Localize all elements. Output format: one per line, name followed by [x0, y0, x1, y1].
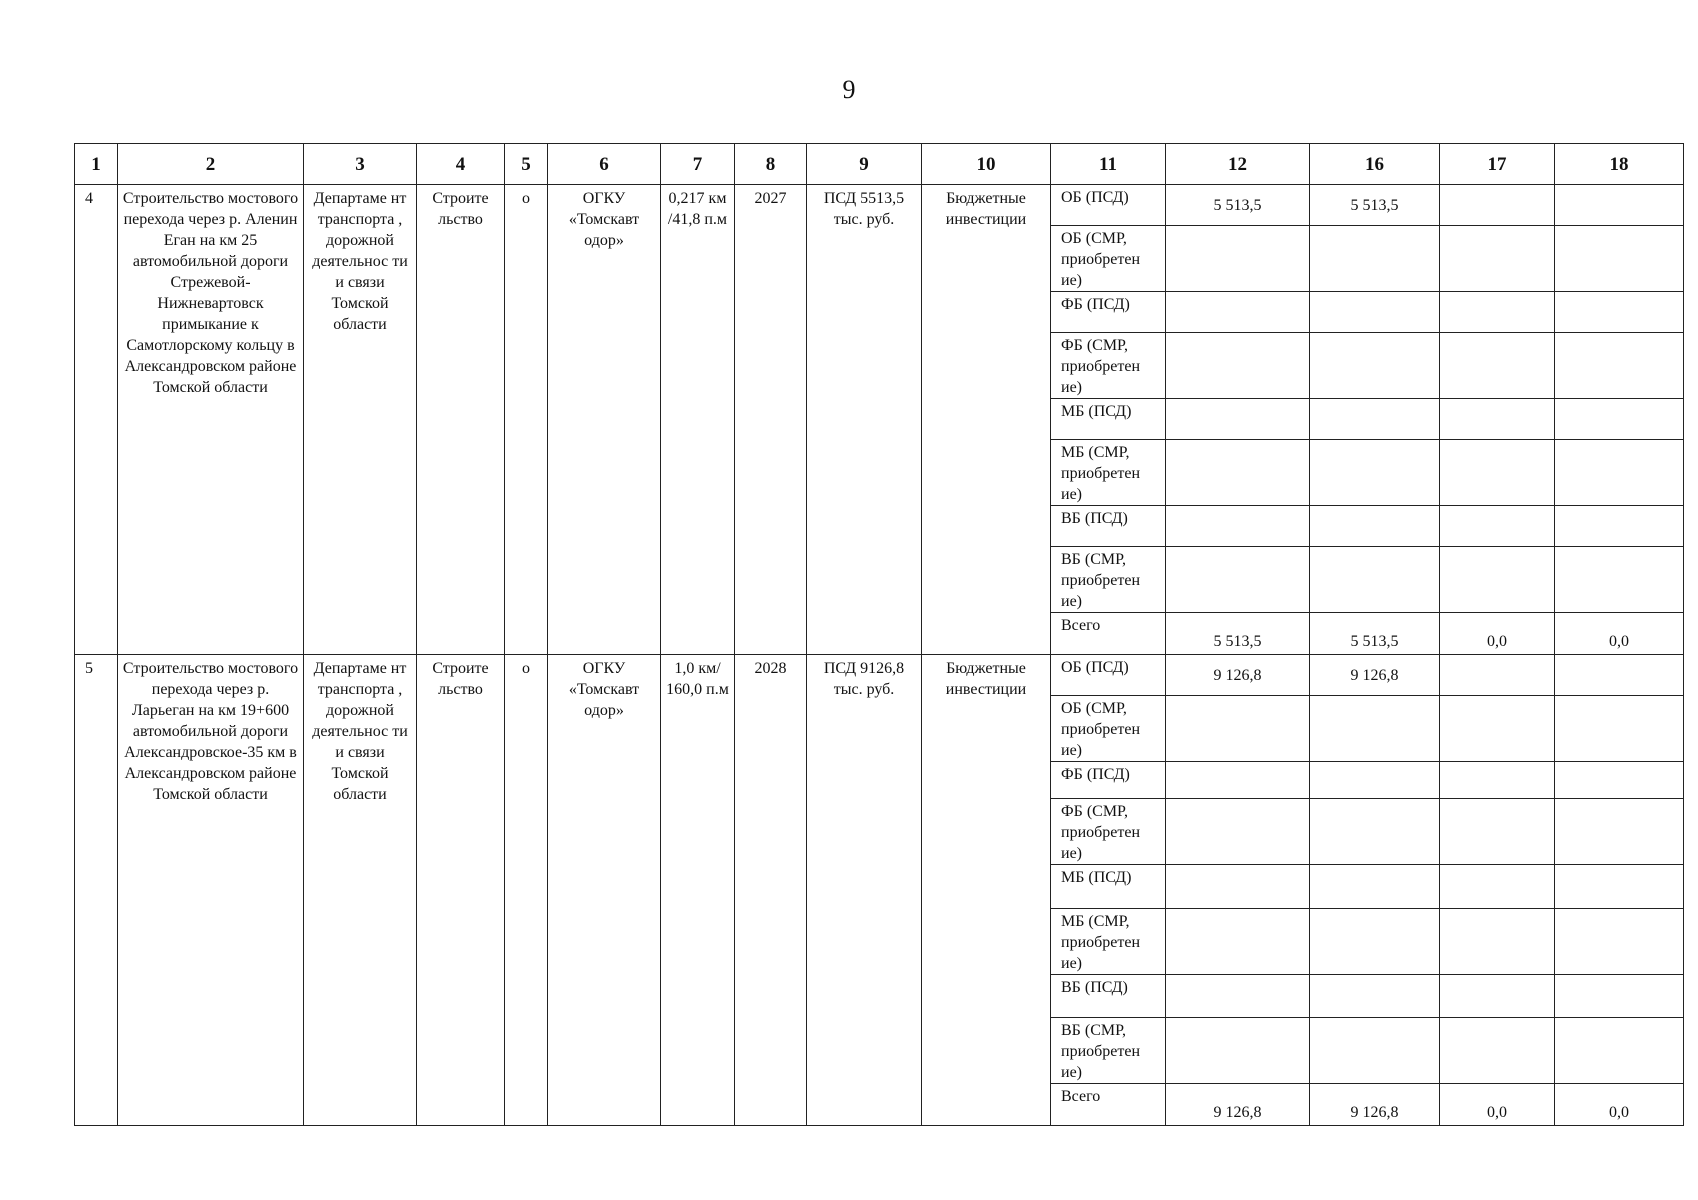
investment-table [74, 143, 1684, 1126]
value-cell [1166, 975, 1310, 1018]
value-cell [1555, 865, 1684, 909]
value-cell [1555, 696, 1684, 762]
value-cell [1166, 506, 1310, 547]
department: Департаме нт транспорта , дорожной деятельнос ти и связи Томской области [304, 655, 417, 1126]
value-cell [1555, 399, 1684, 440]
value-cell [1310, 1018, 1440, 1084]
total-value-cell: 5 513,5 [1310, 613, 1440, 655]
header-cell: 5 [505, 144, 548, 185]
header-cell: 1 [75, 144, 118, 185]
value-cell [1166, 226, 1310, 292]
header-cell: 16 [1310, 144, 1440, 185]
funding-label: ОБ (СМР, приобретен ие) [1051, 696, 1166, 762]
row-index: 4 [75, 185, 118, 655]
funding-label: МБ (СМР, приобретен ие) [1051, 909, 1166, 975]
value-cell [1166, 865, 1310, 909]
funding-label: ВБ (ПСД) [1051, 975, 1166, 1018]
header-row [75, 144, 1684, 185]
value-cell [1166, 440, 1310, 506]
header-cell: 9 [807, 144, 922, 185]
funding-label: ОБ (СМР, приобретен ие) [1051, 226, 1166, 292]
page-number: 9 [842, 75, 856, 104]
value-cell [1555, 975, 1684, 1018]
table-row [75, 185, 1684, 226]
header-cell: 12 [1166, 144, 1310, 185]
funding-label-total: Всего [1051, 613, 1166, 655]
value-cell [1440, 696, 1555, 762]
value-cell [1555, 333, 1684, 399]
value-cell [1440, 975, 1555, 1018]
value-cell [1555, 1018, 1684, 1084]
value-cell [1166, 696, 1310, 762]
header-cell: 2 [118, 144, 304, 185]
header-cell: 3 [304, 144, 417, 185]
value-cell [1310, 226, 1440, 292]
value-cell [1440, 655, 1555, 696]
value-cell [1310, 440, 1440, 506]
customer: ОГКУ «Томскавт одор» [548, 655, 661, 1126]
value-cell [1440, 909, 1555, 975]
header-cell: 4 [417, 144, 505, 185]
psd-cost: ПСД 9126,8 тыс. руб. [807, 655, 922, 1126]
funding-label: МБ (СМР, приобретен ие) [1051, 440, 1166, 506]
value-cell: 9 126,8 [1166, 655, 1310, 696]
year: 2028 [735, 655, 807, 1126]
funding-label: ФБ (ПСД) [1051, 292, 1166, 333]
total-value-cell: 5 513,5 [1166, 613, 1310, 655]
work-type: Строите льство [417, 185, 505, 655]
object-name: Строительство мостового перехода через р. Ларьеган на км 19+600 автомобильной дороги Александровское-35 км в Александровском районе Томской области [118, 655, 304, 1126]
funding-label: ОБ (ПСД) [1051, 655, 1166, 696]
col5-value: о [505, 185, 548, 655]
value-cell [1440, 547, 1555, 613]
value-cell [1555, 909, 1684, 975]
value-cell [1440, 185, 1555, 226]
funding-label: ФБ (ПСД) [1051, 762, 1166, 799]
header-cell: 8 [735, 144, 807, 185]
value-cell [1555, 506, 1684, 547]
total-value-cell: 0,0 [1440, 1084, 1555, 1126]
value-cell [1166, 1018, 1310, 1084]
table-row [75, 655, 1684, 696]
value-cell [1166, 799, 1310, 865]
value-cell [1310, 975, 1440, 1018]
customer: ОГКУ «Томскавт одор» [548, 185, 661, 655]
work-type: Строите льство [417, 655, 505, 1126]
value-cell [1440, 292, 1555, 333]
value-cell [1555, 799, 1684, 865]
total-value-cell: 9 126,8 [1310, 1084, 1440, 1126]
value-cell: 5 513,5 [1166, 185, 1310, 226]
value-cell [1310, 292, 1440, 333]
value-cell [1166, 762, 1310, 799]
funding-label: ВБ (ПСД) [1051, 506, 1166, 547]
header-cell: 17 [1440, 144, 1555, 185]
department: Департаме нт транспорта , дорожной деятельнос ти и связи Томской области [304, 185, 417, 655]
capacity: 1,0 км/ 160,0 п.м [661, 655, 735, 1126]
value-cell [1440, 762, 1555, 799]
value-cell [1555, 440, 1684, 506]
total-value-cell: 0,0 [1555, 613, 1684, 655]
psd-cost: ПСД 5513,5 тыс. руб. [807, 185, 922, 655]
value-cell: 5 513,5 [1310, 185, 1440, 226]
value-cell [1310, 762, 1440, 799]
header-cell: 7 [661, 144, 735, 185]
funding-label: ВБ (СМР, приобретен ие) [1051, 547, 1166, 613]
value-cell [1555, 226, 1684, 292]
header-cell: 11 [1051, 144, 1166, 185]
value-cell [1310, 909, 1440, 975]
value-cell [1166, 547, 1310, 613]
investment-type: Бюджетные инвестиции [922, 655, 1051, 1126]
row-index: 5 [75, 655, 118, 1126]
funding-label: ФБ (СМР, приобретен ие) [1051, 799, 1166, 865]
value-cell [1555, 655, 1684, 696]
object-name: Строительство мостового перехода через р. Аленин Еган на км 25 автомобильной дороги Стрежевой-Нижневартовск примыкание к Самотлорскому кольцу в Александровском районе Томской области [118, 185, 304, 655]
value-cell [1310, 865, 1440, 909]
header-cell: 6 [548, 144, 661, 185]
value-cell [1555, 547, 1684, 613]
funding-label: МБ (ПСД) [1051, 399, 1166, 440]
value-cell [1166, 909, 1310, 975]
funding-label: ФБ (СМР, приобретен ие) [1051, 333, 1166, 399]
total-value-cell: 9 126,8 [1166, 1084, 1310, 1126]
value-cell [1166, 292, 1310, 333]
value-cell [1310, 799, 1440, 865]
year: 2027 [735, 185, 807, 655]
value-cell [1310, 333, 1440, 399]
value-cell [1166, 399, 1310, 440]
header-cell: 18 [1555, 144, 1684, 185]
value-cell [1440, 1018, 1555, 1084]
funding-label: МБ (ПСД) [1051, 865, 1166, 909]
value-cell [1310, 696, 1440, 762]
investment-type: Бюджетные инвестиции [922, 185, 1051, 655]
value-cell [1555, 762, 1684, 799]
total-value-cell: 0,0 [1555, 1084, 1684, 1126]
value-cell [1310, 547, 1440, 613]
capacity: 0,217 км /41,8 п.м [661, 185, 735, 655]
funding-label-total: Всего [1051, 1084, 1166, 1126]
value-cell [1440, 865, 1555, 909]
value-cell [1310, 506, 1440, 547]
header-cell: 10 [922, 144, 1051, 185]
value-cell: 9 126,8 [1310, 655, 1440, 696]
total-value-cell: 0,0 [1440, 613, 1555, 655]
value-cell [1440, 399, 1555, 440]
value-cell [1440, 506, 1555, 547]
value-cell [1555, 292, 1684, 333]
value-cell [1440, 226, 1555, 292]
funding-label: ВБ (СМР, приобретен ие) [1051, 1018, 1166, 1084]
value-cell [1440, 333, 1555, 399]
value-cell [1555, 185, 1684, 226]
value-cell [1310, 399, 1440, 440]
value-cell [1166, 333, 1310, 399]
value-cell [1440, 799, 1555, 865]
funding-label: ОБ (ПСД) [1051, 185, 1166, 226]
col5-value: о [505, 655, 548, 1126]
value-cell [1440, 440, 1555, 506]
